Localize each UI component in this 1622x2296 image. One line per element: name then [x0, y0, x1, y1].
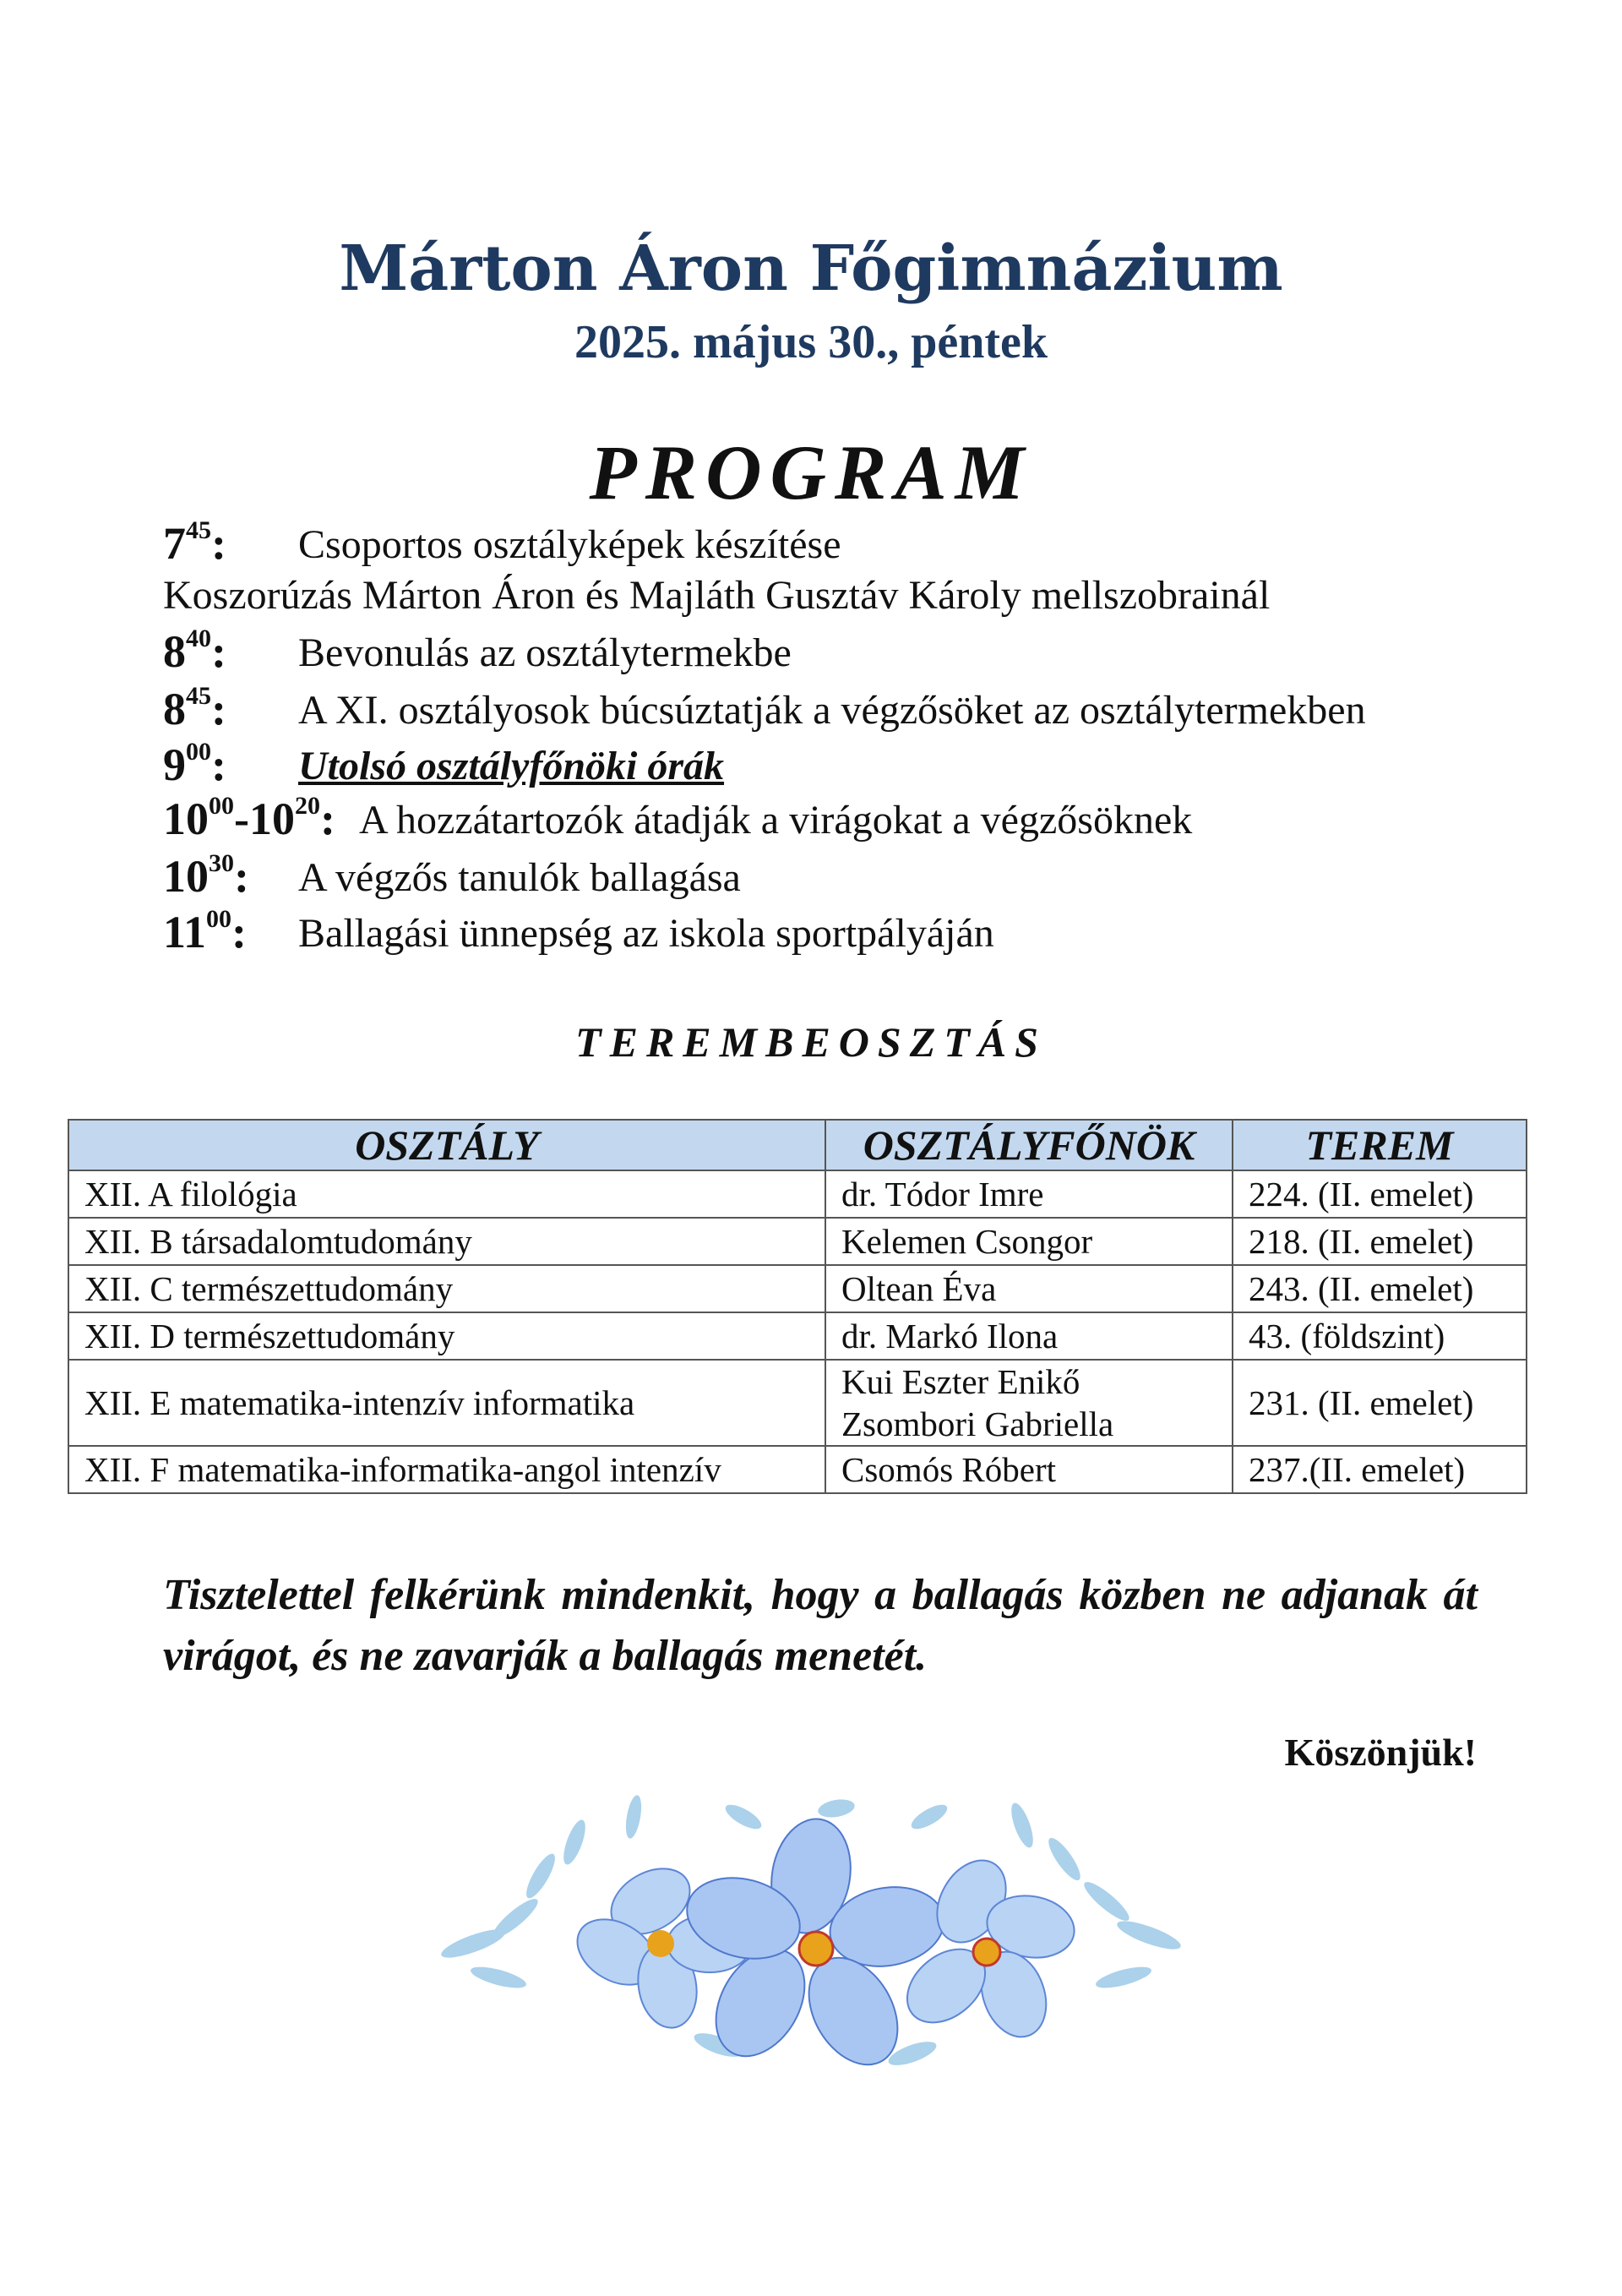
- program-description: Ballagási ünnepség az iskola sportpályáján: [298, 911, 994, 956]
- program-description: Bevonulás az osztálytermekbe: [298, 630, 792, 675]
- table-row: [68, 1218, 1527, 1265]
- room-cell: 231. (II. emelet): [1233, 1360, 1527, 1446]
- program-description: Csoportos osztályképek készítése: [298, 522, 841, 567]
- program-time: $7^{45}$:: [163, 516, 226, 569]
- table-header-row: [68, 1120, 1527, 1170]
- program-time: $10^{30}$:: [163, 849, 249, 902]
- program-description: A XI. osztályosok búcsúztatják a végzősöket az osztálytermekben: [298, 688, 1366, 733]
- program-description: A végzős tanulók ballagása: [298, 855, 741, 900]
- teacher-cell: Kelemen Csongor: [825, 1218, 1233, 1265]
- program-heading: PROGRAM: [589, 429, 1033, 515]
- program-description-highlight: Utolsó osztályfőnöki órák: [298, 744, 725, 788]
- column-header-class: OSZTÁLY: [68, 1120, 825, 1170]
- table-row: [68, 1170, 1527, 1218]
- column-header-room: TEREM: [1233, 1120, 1527, 1170]
- teacher-cell: dr. Tódor Imre: [825, 1170, 1233, 1218]
- class-cell: XII. F matematika-informatika-angol intenzív: [68, 1446, 825, 1493]
- room-cell: 237.(II. emelet): [1233, 1446, 1527, 1493]
- class-cell: XII. E matematika-intenzív informatika: [68, 1360, 825, 1446]
- program-time: $8^{45}$:: [163, 682, 226, 734]
- teacher-cell: Csomós Róbert: [825, 1446, 1233, 1493]
- class-cell: XII. A filológia: [68, 1170, 825, 1218]
- class-cell: XII. D természettudomány: [68, 1312, 825, 1360]
- program-time: $10^{00}-10^{20}$:: [163, 792, 335, 844]
- table-row: [68, 1360, 1527, 1446]
- program-time: $8^{40}$:: [163, 624, 226, 677]
- program-description: A hozzátartozók átadják a virágokat a végzősöknek: [359, 798, 1193, 843]
- event-date: 2025. május 30., péntek: [574, 316, 1048, 368]
- room-cell: 243. (II. emelet): [1233, 1265, 1527, 1312]
- room-cell: 43. (földszint): [1233, 1312, 1527, 1360]
- teacher-name: Kui Eszter Enikő: [841, 1362, 1080, 1401]
- blue-flowers-illustration-icon: [439, 1783, 1183, 2096]
- table-row: [68, 1312, 1527, 1360]
- teacher-name: Zsombori Gabriella: [841, 1404, 1114, 1443]
- room-assignment-heading: TEREMBEOSZTÁS: [575, 1018, 1047, 1066]
- program-time: $9^{00}$:: [163, 738, 226, 790]
- column-header-teacher: OSZTÁLYFŐNÖK: [825, 1120, 1233, 1170]
- room-assignment-table: [68, 1119, 1527, 1494]
- teacher-cell: Oltean Éva: [825, 1265, 1233, 1312]
- table-row: [68, 1265, 1527, 1312]
- teacher-cell: dr. Markó Ilona: [825, 1312, 1233, 1360]
- program-description: Koszorúzás Márton Áron és Majláth Gusztáv Károly mellszobrainál: [163, 573, 1271, 618]
- class-cell: XII. B társadalomtudomány: [68, 1218, 825, 1265]
- thanks-note: Köszönjük!: [1284, 1731, 1477, 1774]
- closing-request: Tisztelettel felkérünk mindenkit, hogy a ballagás közben ne adjanak át virágot, és ne zavarják a ballagás menetét.: [163, 1571, 1478, 1680]
- class-cell: XII. C természettudomány: [68, 1265, 825, 1312]
- table-row: [68, 1446, 1527, 1493]
- room-cell: 224. (II. emelet): [1233, 1170, 1527, 1218]
- program-time: $11^{00}$:: [163, 905, 248, 957]
- teacher-cell: [825, 1360, 1233, 1446]
- school-title: Márton Áron Főgimnázium: [339, 232, 1283, 305]
- room-cell: 218. (II. emelet): [1233, 1218, 1527, 1265]
